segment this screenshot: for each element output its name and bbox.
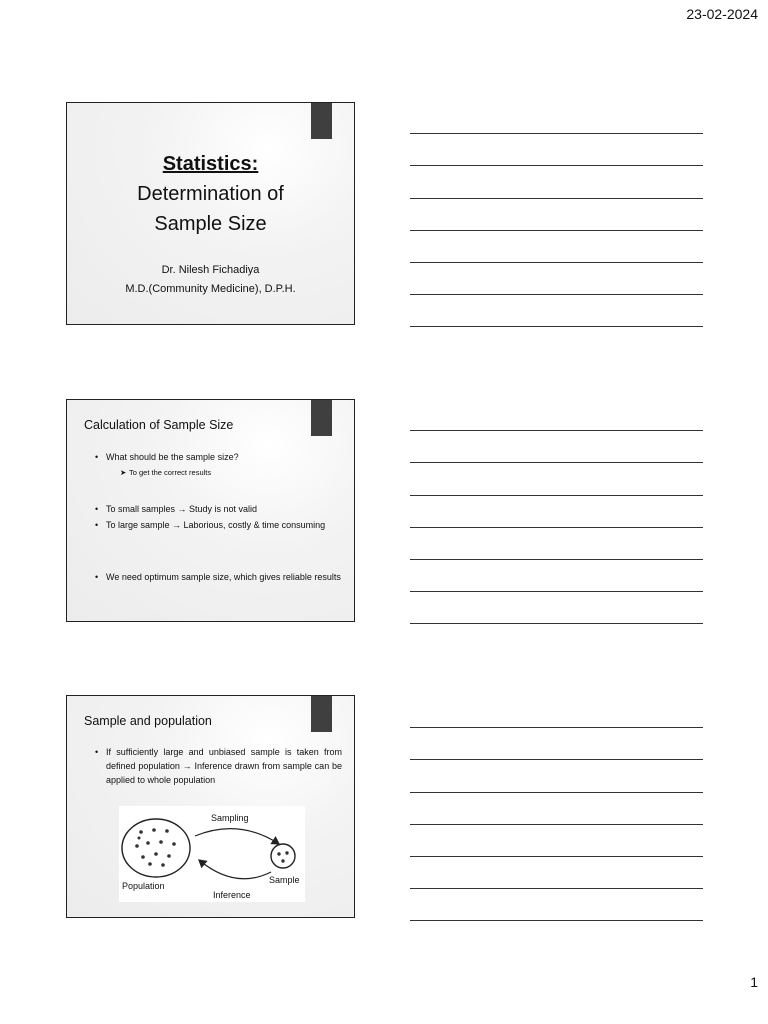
sampling-label: Sampling bbox=[211, 813, 249, 823]
sampling-diagram-svg bbox=[119, 806, 305, 902]
note-line bbox=[410, 759, 703, 760]
sub-bullet-item bbox=[106, 466, 342, 480]
population-dots bbox=[135, 828, 176, 867]
slide-corner-tab bbox=[311, 400, 332, 436]
slide-3-bullets bbox=[95, 745, 342, 787]
note-line bbox=[410, 198, 703, 199]
note-line bbox=[410, 824, 703, 825]
slide-corner-tab bbox=[311, 103, 332, 139]
bullet-text: If sufficiently large and unbiased sample is taken from defined population → Inference drawn from sample can be applied to whole population bbox=[106, 747, 342, 785]
slide-2-bullets bbox=[95, 450, 342, 480]
note-line bbox=[410, 294, 703, 295]
slide-2-bullets-b bbox=[95, 502, 342, 532]
sampling-diagram bbox=[119, 806, 305, 902]
slide-1-title-line3: Sample Size bbox=[154, 213, 267, 235]
slide-3-thumbnail bbox=[66, 695, 355, 918]
note-line bbox=[410, 623, 703, 624]
note-line bbox=[410, 888, 703, 889]
inference-arrow bbox=[199, 860, 271, 879]
slide-1-thumbnail bbox=[66, 102, 355, 325]
slide-1-title-line2: Determination of bbox=[137, 183, 284, 205]
note-line bbox=[410, 527, 703, 528]
sample-label: Sample bbox=[269, 875, 300, 885]
note-line bbox=[410, 133, 703, 134]
author-name: Dr. Nilesh Fichadiya bbox=[161, 264, 260, 276]
slide-2-title: Calculation of Sample Size bbox=[84, 418, 234, 432]
bullet-item: • What should be the sample size? ➤ To get the correct results bbox=[95, 450, 342, 480]
page-number: 1 bbox=[750, 974, 758, 990]
slide-1-title-main: Statistics: bbox=[162, 153, 259, 175]
sub-bullet-text: To get the correct results bbox=[129, 468, 212, 477]
slide-corner-tab bbox=[311, 696, 332, 732]
slide-1-title bbox=[67, 149, 354, 239]
note-line bbox=[410, 430, 703, 431]
note-line bbox=[410, 326, 703, 327]
bullet-item: • If sufficiently large and unbiased sample is taken from defined population → Inference drawn from sample can be applied to whole population bbox=[95, 747, 342, 785]
note-line bbox=[410, 727, 703, 728]
bullet-text: To small samples → Study is not valid bbox=[106, 504, 258, 514]
population-circle bbox=[122, 819, 190, 877]
note-line bbox=[410, 495, 703, 496]
bullet-text: To large sample → Laborious, costly & time consuming bbox=[106, 520, 326, 530]
slide-1-author-block bbox=[67, 261, 354, 299]
slide-3-title: Sample and population bbox=[84, 714, 212, 728]
note-line bbox=[410, 856, 703, 857]
note-line bbox=[410, 262, 703, 263]
note-line bbox=[410, 462, 703, 463]
note-line bbox=[410, 230, 703, 231]
note-line bbox=[410, 920, 703, 921]
bullet-text: What should be the sample size? bbox=[106, 452, 239, 462]
author-qualification: M.D.(Community Medicine), D.P.H. bbox=[125, 283, 296, 295]
note-line bbox=[410, 591, 703, 592]
slide-2-bullets-c bbox=[95, 570, 342, 584]
note-line bbox=[410, 559, 703, 560]
population-label: Population bbox=[122, 881, 165, 891]
bullet-item: • We need optimum sample size, which gives reliable results bbox=[95, 572, 341, 582]
bullet-text: We need optimum sample size, which gives reliable results bbox=[106, 572, 341, 582]
slide-2-thumbnail bbox=[66, 399, 355, 622]
inference-label: Inference bbox=[213, 890, 251, 900]
arrow-bullet-icon: ➤ bbox=[120, 468, 127, 477]
sample-dots bbox=[277, 851, 288, 862]
sampling-arrow bbox=[195, 829, 279, 844]
bullet-item: • To large sample → Laborious, costly & time consuming bbox=[95, 520, 326, 530]
print-date: 23-02-2024 bbox=[686, 6, 758, 22]
note-line bbox=[410, 165, 703, 166]
sample-circle bbox=[271, 844, 295, 868]
note-line bbox=[410, 792, 703, 793]
bullet-item: • To small samples → Study is not valid bbox=[95, 504, 258, 514]
